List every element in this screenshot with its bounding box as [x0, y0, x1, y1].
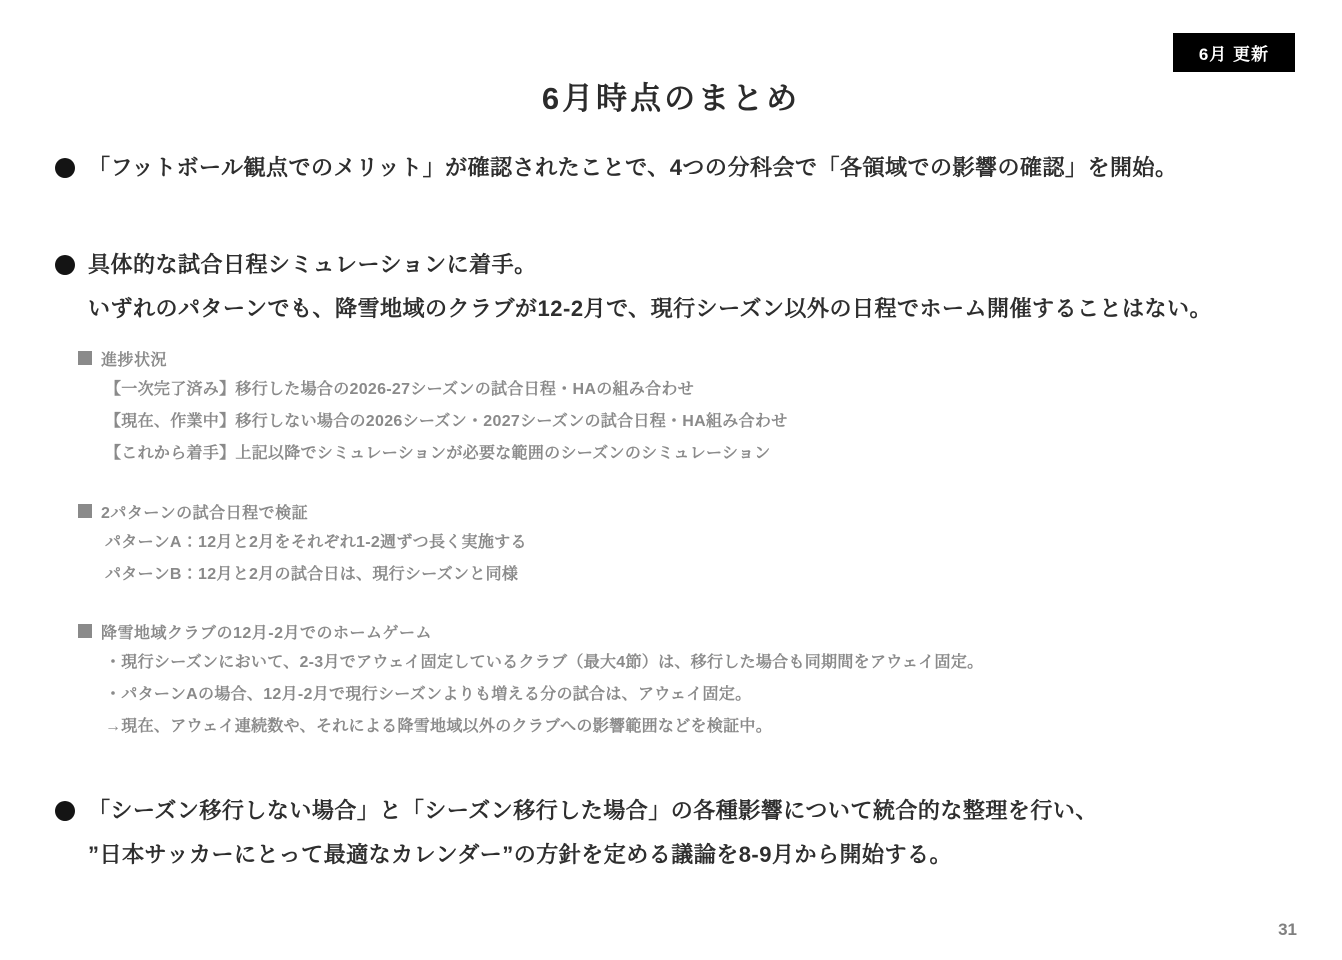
- detail-item: 【現在、作業中】移行しない場合の2026シーズン・2027シーズンの試合日程・HA組み合わせ: [105, 413, 788, 430]
- section-heading-label: 2パターンの試合日程で検証: [101, 504, 309, 522]
- detail-item: ・現行シーズンにおいて、2-3月でアウェイ固定しているクラブ（最大4節）は、移行した場合も同期間をアウェイ固定。: [105, 654, 984, 671]
- bullet-circle-icon: [55, 255, 75, 275]
- update-badge: 6月 更新: [1173, 33, 1295, 72]
- section-heading: [78, 495, 527, 527]
- detail-item: 【これから着手】上記以降でシミュレーションが必要な範囲のシーズンのシミュレーション: [105, 445, 771, 462]
- bullet-text: 「フットボール観点でのメリット」が確認されたことで、4つの分科会で「各領域での影響の確認」を開始。: [88, 155, 1178, 180]
- section-two-patterns: [78, 495, 527, 591]
- bullet-circle-icon: [55, 158, 75, 178]
- square-marker-icon: [78, 351, 92, 365]
- bullet-text: 「シーズン移行しない場合」と「シーズン移行した場合」の各種影響について統合的な整理を行い、: [88, 798, 1098, 823]
- page-title: 6月時点のまとめ: [541, 80, 801, 116]
- detail-item: 【一次完了済み】移行した場合の2026-27シーズンの試合日程・HAの組み合わせ: [105, 381, 695, 398]
- bullet-continuation-text: いずれのパターンでも、降雪地域のクラブが12-2月で、現行シーズン以外の日程でホーム開催することはない。: [88, 295, 1213, 321]
- bullet-text: 具体的な試合日程シミュレーションに着手。: [88, 252, 537, 277]
- bullet-line: [55, 154, 1312, 183]
- square-marker-icon: [78, 504, 92, 518]
- page-number: 31: [1278, 920, 1297, 939]
- bullet-closing: [55, 797, 1312, 869]
- section-heading: [78, 342, 788, 374]
- bullet-line: [55, 251, 1312, 280]
- square-marker-icon: [78, 624, 92, 638]
- detail-item: →現在、アウェイ連続数や、それによる降雪地域以外のクラブへの影響範囲などを検証中。: [105, 718, 773, 735]
- detail-item: ・パターンAの場合、12月-2月で現行シーズンよりも増える分の試合は、アウェイ固定。: [105, 686, 752, 703]
- bullet-circle-icon: [55, 801, 75, 821]
- section-snow-area-home-games: [78, 615, 983, 743]
- section-heading: [78, 615, 983, 647]
- section-heading-label: 降雪地域クラブの12月-2月でのホームゲーム: [101, 624, 433, 642]
- section-progress-status: [78, 342, 788, 470]
- bullet-line: [55, 797, 1312, 826]
- detail-item: パターンB：12月と2月の試合日は、現行シーズンと同様: [105, 566, 519, 583]
- bullet-continuation-text: ”日本サッカーにとって最適なカレンダー”の方針を定める議論を8-9月から開始する。: [88, 841, 952, 867]
- section-heading-label: 進捗状況: [101, 351, 168, 369]
- bullet-football-merit: [55, 154, 1312, 183]
- detail-item: パターンA：12月と2月をそれぞれ1-2週ずつ長く実施する: [105, 534, 527, 551]
- bullet-simulation: [55, 251, 1312, 323]
